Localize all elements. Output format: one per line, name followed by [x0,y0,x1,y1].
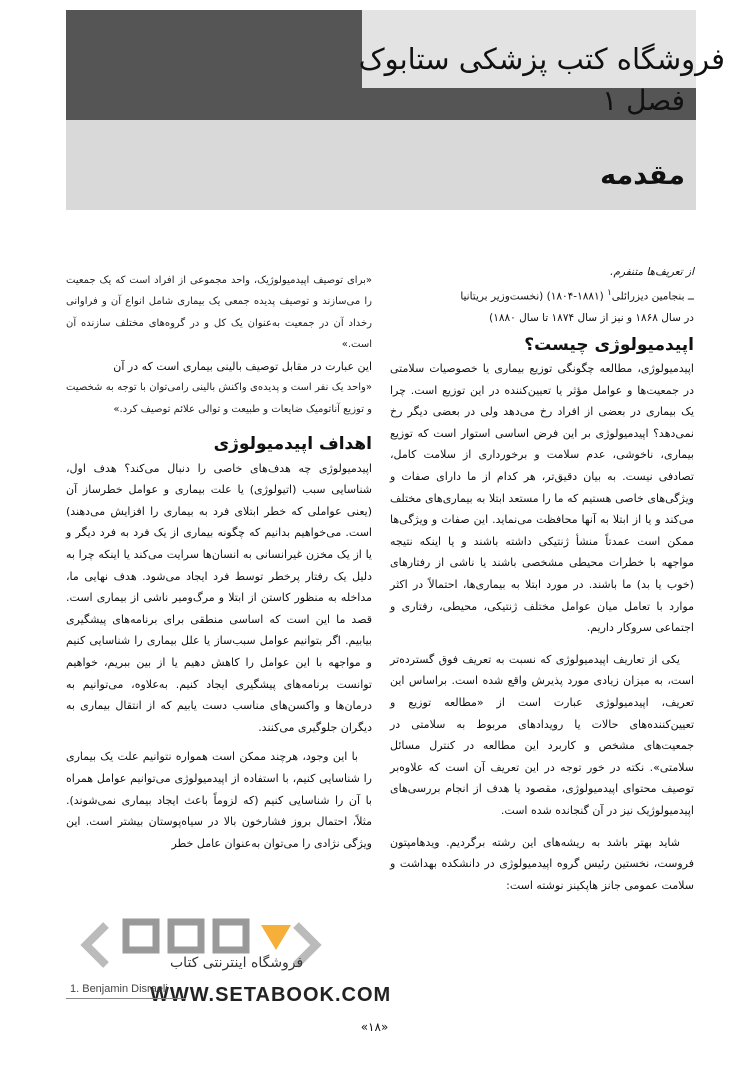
paragraph: یکی از تعاریف اپیدمیولوژی که نسبت به تعریف فوق گسترده‌تر است، به میزان زیادی مورد پذیرش واقع شده است. براساس این تعریف، اپیدمیولوژی عبارت است از «مطالعه توزیع و تعیین‌کننده‌های حالات یا رویدادهای مربوط به سلامتی در جمعیت‌های مشخص و کاربرد این مطالعه در کنترل مسائل سلامتی». نکته در خور توجه در این تعریف آن است که علاوه‌بر توصیف محتوای اپیدمیولوژی، مقصود یا هدف از انجام بررسی‌های اپیدمیولوژیک نیز در آن گنجانده شده است. [390,652,694,817]
epigraph-dates: در سال ۱۸۶۸ و نیز از سال ۱۸۷۴ تا سال ۱۸۸۰) [489,311,694,324]
paragraph: این عبارت در مقابل توصیف بالینی بیماری است که در آن [113,359,372,373]
footnote-divider [66,998,186,999]
store-name: فروشگاه کتب پزشکی ستابوک [358,42,725,76]
paragraph: شاید بهتر باشد به ریشه‌های این رشته برگردیم. ویدهامپتون فروست، نخستین رئیس گروه اپیدمیولوژی در دانشکده بهداشت و سلامت عمومی جانز هاپکینز نوشته است: [390,835,694,892]
page-number: «۱۸» [360,1020,389,1034]
epigraph [390,262,694,329]
paragraph: اپیدمیولوژی چه هدف‌های خاصی را دنبال می‌کند؟ هدف اول، شناسایی سبب (اتیولوژی) یا علت بیماری و عوامل خطرساز آن (یعنی عواملی که خطر ابتلای فرد به بیماری را افزایش می‌دهند) است. می‌خواهیم بدانیم که چگونه بیماری از یک فرد به فرد دیگر و یا از یک مخزن غیرانسانی به انسان‌ها سرایت می‌کند یا اینکه چرا به دلیل یک رفتار پرخطر توسط فرد ایجاد می‌شود. هدف نهایی ما، مداخله به منظور کاستن از ابتلا و مرگ‌ومیر ناشی از بیماری است. قصد ما این است که اساسی منطقی برای برنامه‌های پیشگیری بیابیم. اگر بتوانیم عوامل سبب‌ساز یا علل بیماری را شناسایی کنیم و مواجهه با این عوامل را کاهش دهیم یا از بین ببریم، خواهیم توانست برنامه‌های پیشگیری ایجاد کنیم. به‌علاوه، می‌توانیم به درمان‌ها و واکسن‌های مناسب دست یابیم که از انتقال بیماری به دیگران جلوگیری می‌کنند. [66,461,372,734]
heading-what-is-epidemiology: اپیدمیولوژی چیست؟ [524,334,694,355]
watermark-url: WWW.SETABOOK.COM [150,984,392,1006]
chapter-label: فصل ۱ [602,84,685,117]
watermark-subtitle: فروشگاه اینترنتی کتاب [170,955,304,971]
paragraph: اپیدمیولوژی، مطالعه چگونگی توزیع بیماری یا خصوصیات سلامتی در جمعیت‌ها و عوامل مؤثر یا تعیین‌کننده در این توزیع است. چرا یک بیماری در بعضی از افراد رخ می‌دهد ولی در بعضی دیگر رخ نمی‌دهد؟ اپیدمیولوژی بر این فرض اساسی استوار است که توزیع بیماری، ناخوشی، عدم سلامت و برخورداری از سلامت کامل، تصادفی نیست. به بیان دقیق‌تر، هر کدام از ما دارای صفات و ویژگی‌های خاصی هستیم که ما را مستعد ابتلا به بیماری‌های مختلف می‌کند و یا از ابتلا به آنها محافظت می‌نماید. این صفات و ویژگی‌ها ممکن است عمدتاً منشأ ژنتیکی داشته باشند و یا اینکه نتیجه مواجهه با خطرات محیطی مشخصی باشند یا ناشی از رفتارهای (خوب یا بد) ما باشند. در مورد ابتلا به بیماری‌ها، احتمالاً در اکثر موارد با تعامل میان عوامل مختلف ژنتیکی، محیطی، رفتاری و اجتماعی سروکار داریم. [390,362,694,635]
block-quote: «واحد یک نفر است و پدیده‌ی واکنش بالینی رامی‌توان با توجه به شخصیت و توزیع آناتومیک ضایعات و طبیعت و توالی علائم توصیف کرد.» [66,382,372,415]
left-column [66,270,372,854]
header-dark-block [66,10,362,88]
paragraph: با این وجود، هرچند ممکن است همواره نتوانیم علت یک بیماری را شناسایی کنیم، با استفاده از اپیدمیولوژی می‌توانیم عوامل همراه با آن را شناسایی کنیم (که لزوماً باعث ایجاد بیماری نمی‌شوند). مثلاً، احتمال بروز فشارخون بالا در سیاه‌پوستان بیشتر است. این ویژگی نژادی را می‌توان به‌عنوان عامل خطر [66,750,372,850]
footnote: 1. Benjamin Disraeli [70,983,168,995]
right-column [390,262,694,896]
section-title: مقدمه [600,160,685,191]
epigraph-author: ــ بنجامین دیزرائلی$^۱$ (۱۸۸۱-۱۸۰۴) (نخست‌وزیر بریتانیا [460,288,694,303]
footnote-marker: ۱ [607,288,612,298]
block-quote: «برای توصیف اپیدمیولوژیک، واحد مجموعی از افراد است که یک جمعیت را می‌سازند و توصیف پدیده جمعی یک بیماری شامل انواع آن و فراوانی رخداد آن در جمعیت به‌عنوان یک کل و در گروه‌های مختلف سازنده آن است.» [66,275,372,351]
heading-goals-of-epidemiology: اهداف اپیدمیولوژی [213,434,372,455]
epigraph-quote: از تعریف‌ها متنفرم. [610,266,694,278]
